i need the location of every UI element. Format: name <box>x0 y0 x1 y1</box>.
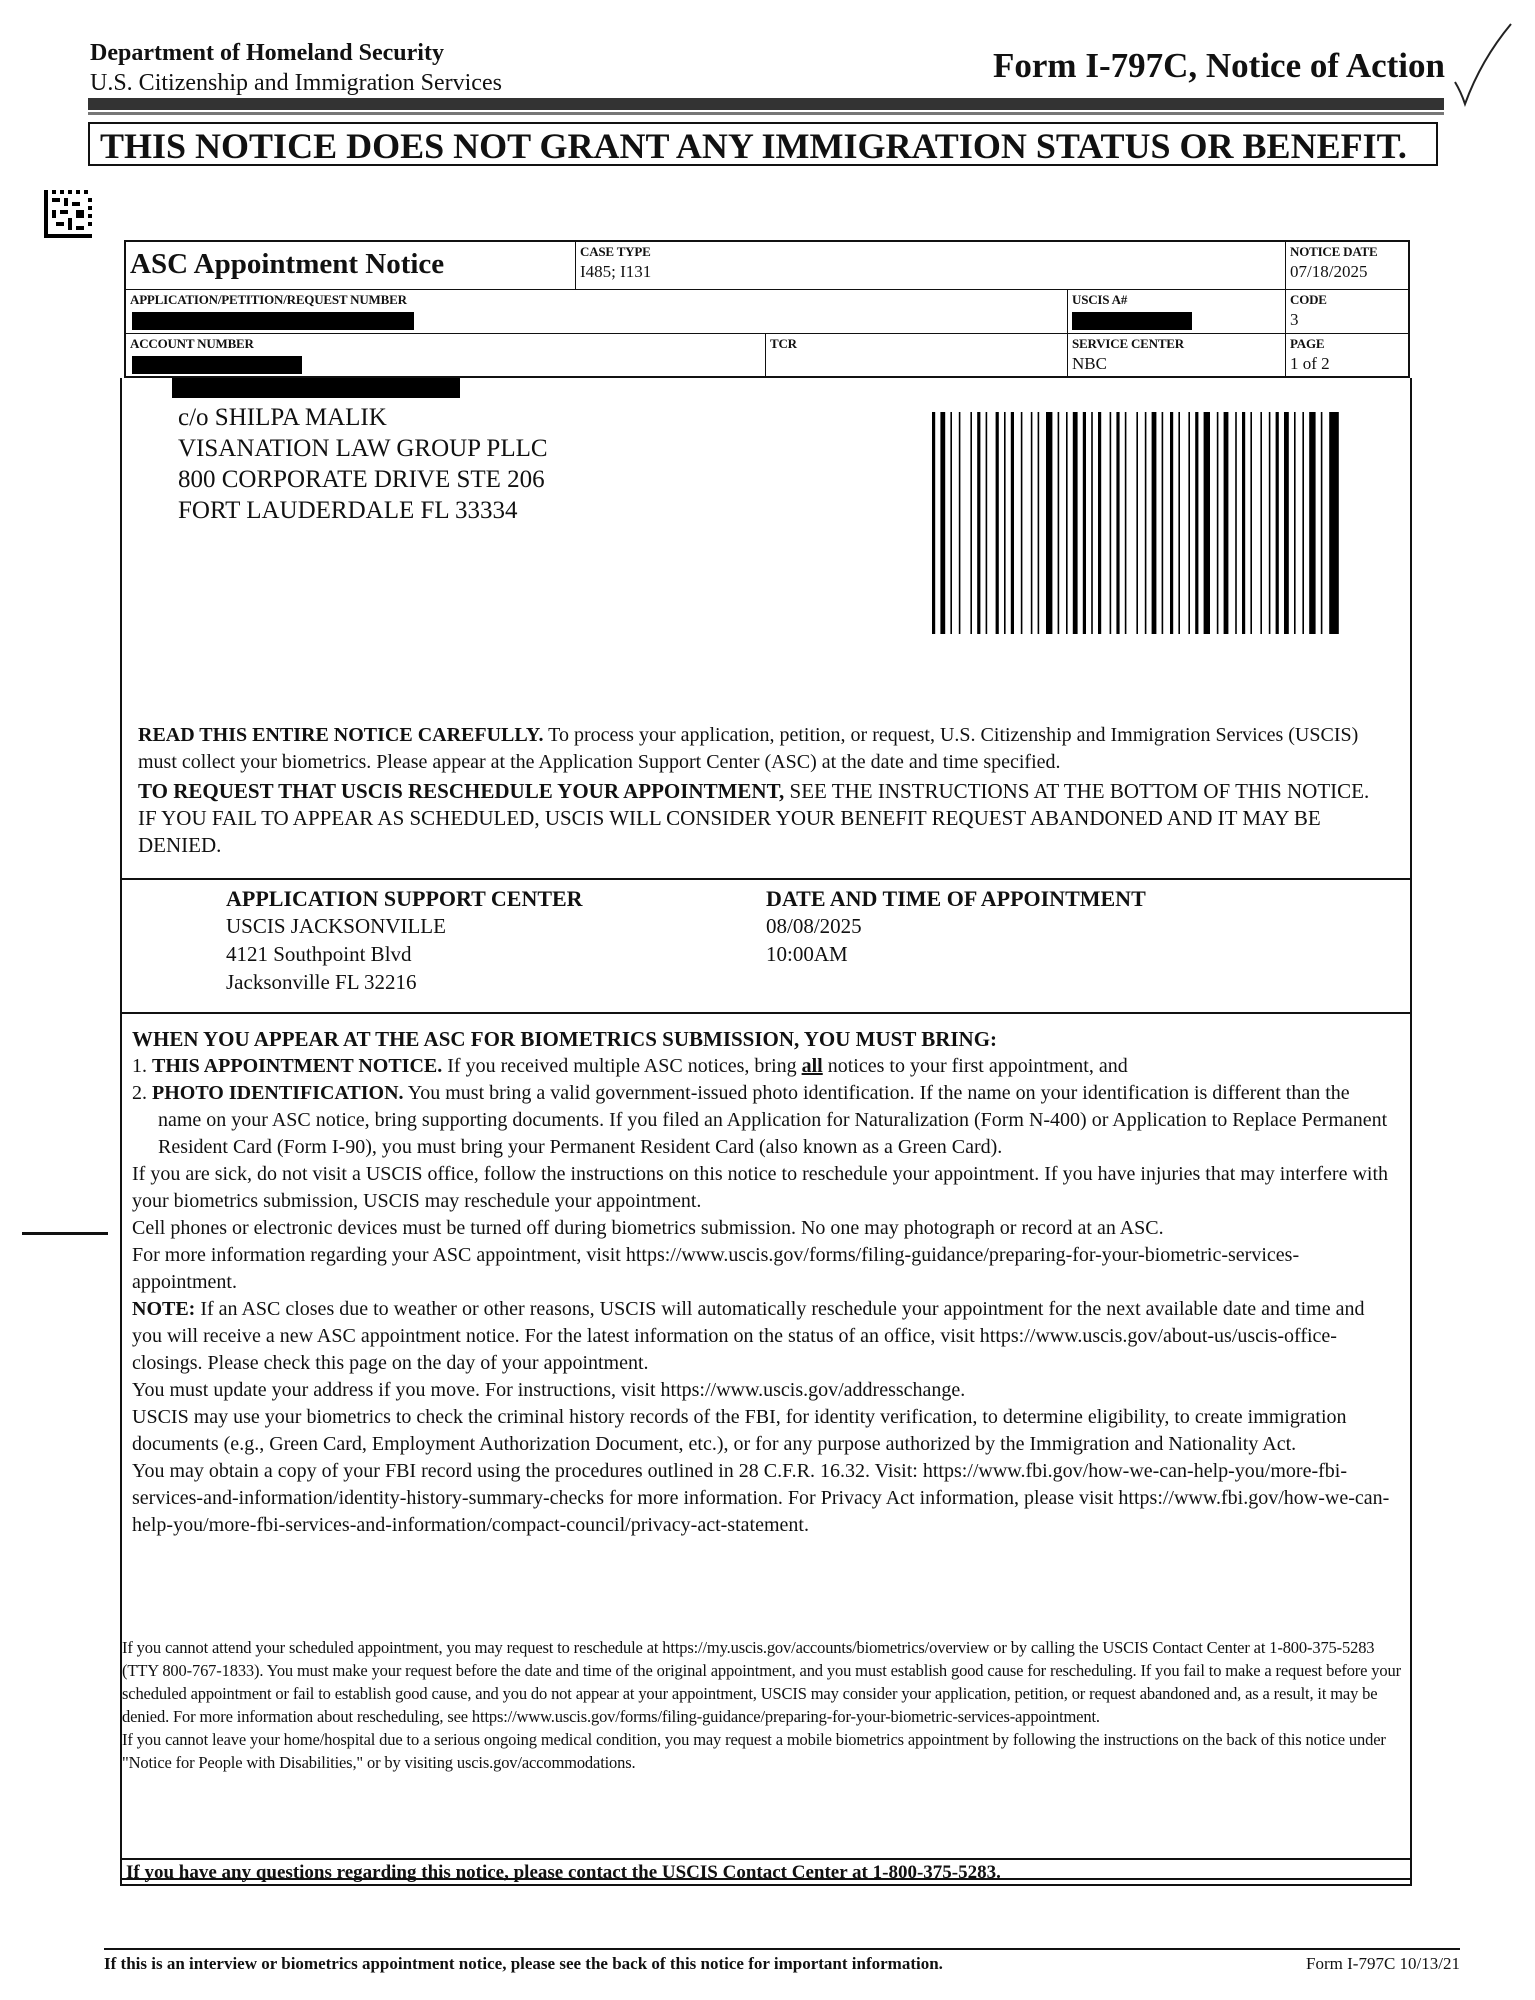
note-paragraph <box>132 1296 1394 1377</box>
biometrics-use-paragraph: USCIS may use your biometrics to check the criminal history records of the FBI, for identity verification, to determine eligibility, to create immigration documents (e.g., Green Card, Employment Authorization Document, etc.), or for any purpose authorized by the Immigration and Nationality Act. <box>132 1406 1347 1455</box>
notice-info-grid <box>124 240 1410 378</box>
page-value: 1 of 2 <box>1290 354 1330 373</box>
page-label: PAGE <box>1290 336 1325 351</box>
barcode-bar <box>1195 412 1198 634</box>
service-center: NBC <box>1072 354 1107 373</box>
tcr-label: TCR <box>770 336 797 351</box>
read-carefully-text: To process your application, petition, or request, U.S. Citizenship and Immigration Services (USCIS) must collect your biometrics. Please appear at the Application Support Center (ASC) at the date and time specified. <box>138 724 1359 773</box>
barcode-bar <box>1145 412 1147 634</box>
barcode-bar <box>1276 412 1279 634</box>
barcode-bar <box>1162 412 1164 634</box>
barcode-bar <box>1091 412 1093 634</box>
sick-paragraph: If you are sick, do not visit a USCIS office, follow the instructions on this notice to reschedule your appointment. If you have injuries that may interfere with your biometrics submission, USCIS may reschedule your appointment. <box>132 1163 1389 1212</box>
read-carefully-bold: READ THIS ENTIRE NOTICE CAREFULLY. <box>138 724 544 746</box>
receipt-number-label: APPLICATION/PETITION/REQUEST NUMBER <box>130 292 407 307</box>
account-number-redaction <box>132 356 302 374</box>
barcode-bar <box>986 412 988 634</box>
appointment-time: 10:00AM <box>766 942 848 966</box>
service-center-label: SERVICE CENTER <box>1072 336 1184 351</box>
asc-location <box>226 886 583 996</box>
barcode-bar <box>1235 412 1237 634</box>
asc-city: Jacksonville FL 32216 <box>226 970 417 994</box>
barcode-bar <box>1204 412 1210 634</box>
bring-heading: WHEN YOU APPEAR AT THE ASC FOR BIOMETRICS SUBMISSION, YOU MUST BRING: <box>132 1027 998 1051</box>
barcode-bar <box>932 412 935 634</box>
margin-mark <box>22 1232 108 1235</box>
phones-paragraph: Cell phones or electronic devices must be turned off during biometrics submission. No one may photograph or record at an ASC. <box>132 1217 1164 1239</box>
barcode-bar <box>1011 412 1014 634</box>
datetime-heading: DATE AND TIME OF APPOINTMENT <box>766 886 1146 911</box>
notice-type-cell <box>126 242 576 290</box>
read-carefully-paragraph <box>138 722 1388 776</box>
section-divider <box>120 878 1412 880</box>
uscis-a-cell <box>1068 290 1286 334</box>
barcode-bar <box>950 412 952 634</box>
barcode-bar <box>1098 412 1101 634</box>
barcode-bar <box>1073 412 1078 634</box>
item-text: If you received multiple ASC notices, bring <box>442 1055 802 1077</box>
barcode-bar <box>1250 412 1252 634</box>
item-emphasis: all <box>801 1055 823 1077</box>
asc-heading: APPLICATION SUPPORT CENTER <box>226 886 583 911</box>
barcode-bar <box>1004 412 1006 634</box>
reschedule-instructions <box>122 1636 1408 1774</box>
barcode-bar <box>1309 412 1315 634</box>
barcode-bar <box>970 412 972 634</box>
receipt-number-redaction <box>132 312 414 330</box>
barcode-bar <box>1302 412 1304 634</box>
barcode-bar <box>1188 412 1190 634</box>
barcode-bar <box>1217 412 1219 634</box>
account-number-label: ACCOUNT NUMBER <box>130 336 254 351</box>
notice-date: 07/18/2025 <box>1290 262 1368 281</box>
cannot-attend-paragraph: If you cannot attend your scheduled appointment, you may request to reschedule at https://my.uscis.gov/accounts/biometrics/overview or by calling the USCIS Contact Center at 1-800-375-5283 (TTY 800-767-1833). You must make your request before the date and time of the original appointment, and you must establish good cause for rescheduling. If you fail to make a request before your scheduled appointment or fail to establish good cause, and you do not appear at your appointment, USCIS may consider your application, petition, or request abandoned and, as a result, it may be denied. For more information about rescheduling, see https://www.uscis.gov/forms/filing-guidance/preparing-for-your-biometric-services-appointment. <box>122 1638 1401 1726</box>
mailing-address <box>178 402 548 526</box>
barcode-bar <box>1110 412 1112 634</box>
page-footer <box>104 1948 1460 1974</box>
item-number: 1. <box>132 1055 147 1077</box>
barcode-bar <box>1269 412 1271 634</box>
contact-line: If you have any questions regarding this notice, please contact the USCIS Contact Center at 1-800-375-5283. <box>120 1858 1412 1886</box>
barcode-bar <box>977 412 980 634</box>
asc-name: USCIS JACKSONVILLE <box>226 914 446 938</box>
barcode-bar <box>1083 412 1086 634</box>
asc-street: 4121 Southpoint Blvd <box>226 942 412 966</box>
barcode-bar <box>1321 412 1323 634</box>
what-to-bring <box>132 1026 1394 1539</box>
barcode-bar <box>1260 412 1262 634</box>
barcode-bar <box>1170 412 1173 634</box>
code-value: 3 <box>1290 310 1299 329</box>
barcode-bar <box>1058 412 1060 634</box>
notice-type: ASC Appointment Notice <box>130 248 445 280</box>
name-redaction <box>172 378 460 398</box>
barcode-bar <box>1038 412 1040 634</box>
case-type-label: CASE TYPE <box>580 244 651 259</box>
barcode-bar <box>940 412 945 634</box>
barcode-bar <box>1136 412 1138 634</box>
barcode-bar <box>1152 412 1157 634</box>
barcode-bar <box>1242 412 1245 634</box>
datamatrix-code <box>44 190 92 238</box>
code-label: CODE <box>1290 292 1327 307</box>
barcode-bar <box>1116 412 1119 634</box>
barcode-bar <box>1224 412 1229 634</box>
barcode-bar <box>1294 412 1296 634</box>
case-type: I485; I131 <box>580 262 652 281</box>
code-cell <box>1286 290 1410 334</box>
page-cell <box>1286 334 1410 378</box>
address-line-1: c/o SHILPA MALIK <box>178 404 387 431</box>
status-banner: THIS NOTICE DOES NOT GRANT ANY IMMIGRATION STATUS OR BENEFIT. <box>88 122 1438 166</box>
address-change-paragraph: You must update your address if you move. For instructions, visit https://www.uscis.gov/addresschange. <box>132 1379 966 1401</box>
barcode-bar <box>1329 412 1339 634</box>
account-number-cell <box>126 334 766 378</box>
form-title: Form I-797C, Notice of Action <box>993 46 1445 85</box>
bring-item-1 <box>132 1053 1394 1080</box>
fbi-record-paragraph: You may obtain a copy of your FBI record using the procedures outlined in 28 C.F.R. 16.32. Visit: https://www.fbi.gov/how-we-can-help-you/more-fbi-services-and-information/identity-history-summary-checks for more information. For Privacy Act information, please visit https://www.fbi.gov/how-we-can-help-you/more-fbi-services-and-information/compact-council/privacy-act-statement. <box>132 1460 1390 1536</box>
handwritten-checkmark <box>1451 20 1515 110</box>
agency-name: U.S. Citizenship and Immigration Services <box>90 70 502 96</box>
footer-note: If this is an interview or biometrics appointment notice, please see the back of this notice for important information. <box>104 1954 943 1973</box>
uscis-a-label: USCIS A# <box>1072 292 1128 307</box>
barcode-bar <box>1031 412 1033 634</box>
barcode-bar <box>1021 412 1023 634</box>
reschedule-bold: TO REQUEST THAT USCIS RESCHEDULE YOUR APPOINTMENT, <box>138 779 785 803</box>
bring-item-2 <box>132 1080 1394 1161</box>
address-line-3: 800 CORPORATE DRIVE STE 206 <box>178 466 545 493</box>
address-line-2: VISANATION LAW GROUP PLLC <box>178 435 548 462</box>
form-edition: Form I-797C 10/13/21 <box>1306 1954 1460 1973</box>
notice-date-cell <box>1286 242 1410 290</box>
item-number: 2. <box>132 1082 147 1104</box>
note-label: NOTE: <box>132 1298 196 1320</box>
more-info-paragraph: For more information regarding your ASC appointment, visit https://www.uscis.gov/forms/filing-guidance/preparing-for-your-biometric-services-appointment. <box>132 1244 1300 1293</box>
notice-date-label: NOTICE DATE <box>1290 244 1378 259</box>
appointment-date: 08/08/2025 <box>766 914 862 938</box>
service-center-cell <box>1068 334 1286 378</box>
receipt-number-cell <box>126 290 1068 334</box>
barcode-bar <box>996 412 999 634</box>
appointment-datetime <box>766 886 1146 968</box>
department-name: Department of Homeland Security <box>90 40 444 66</box>
item-bold: THIS APPOINTMENT NOTICE. <box>152 1055 443 1077</box>
header-rule <box>88 98 1444 110</box>
case-type-cell <box>576 242 1286 290</box>
header-rule-thin <box>88 112 1444 115</box>
uscis-a-redaction <box>1072 312 1192 330</box>
reschedule-warning <box>138 778 1388 859</box>
section-divider <box>120 1012 1412 1014</box>
address-line-4: FORT LAUDERDALE FL 33334 <box>178 497 518 524</box>
postal-barcode <box>932 412 1348 634</box>
barcode-bar <box>959 412 961 634</box>
item-bold: PHOTO IDENTIFICATION. <box>152 1082 404 1104</box>
note-text: If an ASC closes due to weather or other reasons, USCIS will automatically reschedule your appointment for the next available date and time and you will receive a new ASC appointment notice. For the latest information on the status of an office, visit https://www.uscis.gov/about-us/uscis-office-closings. Please check this page on the day of your appointment. <box>132 1298 1365 1374</box>
item-text: You must bring a valid government-issued photo identification. If the name on your identification is different than the name on your ASC notice, bring supporting documents. If you filed an Application for Naturalization (Form N-400) or Application to Replace Permanent Resident Card (Form I-90), you must bring your Permanent Resident Card (also known as a Green Card). <box>158 1082 1388 1158</box>
mobile-biometrics-paragraph: If you cannot leave your home/hospital due to a serious ongoing medical condition, you may request a mobile biometrics appointment by following the instructions on the back of this notice under "Notice for People with Disabilities," or by visiting uscis.gov/accommodations. <box>122 1730 1386 1772</box>
barcode-bar <box>1125 412 1127 634</box>
item-text: notices to your first appointment, and <box>822 1055 1128 1077</box>
barcode-bar <box>1066 412 1068 634</box>
barcode-bar <box>1284 412 1289 634</box>
barcode-bar <box>1046 412 1052 634</box>
reschedule-text: SEE THE INSTRUCTIONS AT THE BOTTOM OF THIS NOTICE. IF YOU FAIL TO APPEAR AS SCHEDULED, USCIS WILL CONSIDER YOUR BENEFIT REQUEST ABANDONED AND IT MAY BE DENIED. <box>138 779 1370 857</box>
tcr-cell <box>766 334 1068 378</box>
barcode-bar <box>1178 412 1180 634</box>
